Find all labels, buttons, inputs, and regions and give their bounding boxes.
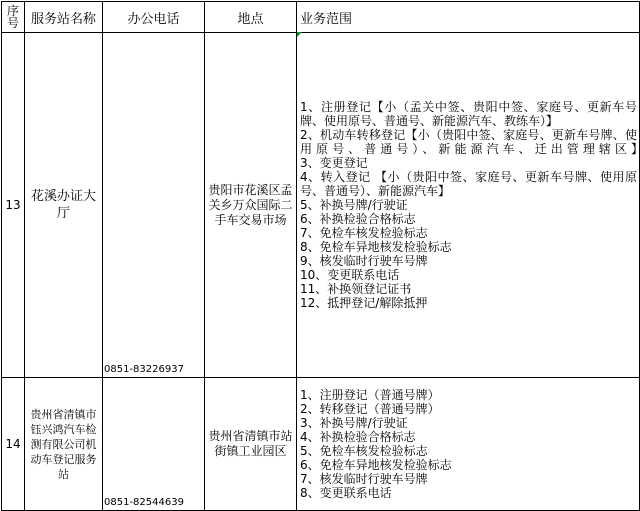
- service-item: 2、机动车转移登记【小（贵阳中签、家庭号、更新车号牌、使用原号、普通号）、新能源汽车、迁出管理辖区】 3、变更登记: [300, 128, 637, 170]
- service-item: 10、变更联系电话: [300, 268, 400, 282]
- service-station-table: [1, 1, 640, 511]
- header-phone: 办公电话: [103, 2, 205, 33]
- header-row: [2, 2, 640, 33]
- service-item: 6、免检车异地核发检验标志: [300, 458, 452, 472]
- service-item: 8、变更联系电话: [300, 486, 392, 500]
- cell-comment-marker: [297, 32, 302, 37]
- service-item: 1、注册登记【小（孟关中签、贵阳中签、家庭号、更新车号牌、使用原号、普通号、新能源汽车、教练车）】: [300, 100, 637, 128]
- service-item: 7、免检车核发检验标志: [300, 226, 428, 240]
- header-seq: 序号: [2, 2, 25, 33]
- service-item: 4、转入登记 【小（贵阳中签、家庭号、更新车号牌、使用原号、普通号）、新能源汽车】: [300, 170, 637, 198]
- service-item: 7、核发临时行驶车号牌: [300, 472, 428, 486]
- table-row: [2, 378, 640, 511]
- service-item: 6、补换检验合格标志: [300, 212, 416, 226]
- business-scope: [297, 33, 640, 378]
- service-item: 9、核发临时行驶车号牌: [300, 254, 428, 268]
- header-scope: 业务范围: [297, 2, 640, 33]
- table-row: [2, 33, 640, 378]
- service-item: 1、注册登记（普通号牌）: [300, 388, 440, 402]
- header-station: 服务站名称: [25, 2, 103, 33]
- service-item: 4、补换检验合格标志: [300, 430, 416, 444]
- office-phone: 0851-83226937: [103, 33, 205, 378]
- row-seq: 13: [2, 33, 25, 378]
- service-item: 5、免检车核发检验标志: [300, 444, 428, 458]
- header-location: 地点: [205, 2, 297, 33]
- service-item: 5、补换号牌/行驶证: [300, 198, 408, 212]
- station-location: 贵阳市花溪区孟关乡万众国际二手车交易市场: [205, 33, 297, 378]
- station-name: 花溪办证大厅: [25, 33, 103, 378]
- station-location: 贵州省清镇市站街镇工业园区: [205, 378, 297, 511]
- service-item: 2、转移登记（普通号牌）: [300, 402, 440, 416]
- service-item: 8、免检车异地核发检验标志: [300, 240, 452, 254]
- service-item: 12、抵押登记/解除抵押: [300, 296, 428, 310]
- service-item: 11、补换领登记证书: [300, 282, 412, 296]
- station-name: 贵州省清镇市钰兴鸿汽车检测有限公司机动车登记服务站: [25, 378, 103, 511]
- office-phone: 0851-82544639: [103, 378, 205, 511]
- row-seq: 14: [2, 378, 25, 511]
- service-item: 3、补换号牌/行驶证: [300, 416, 408, 430]
- business-scope: [297, 378, 640, 511]
